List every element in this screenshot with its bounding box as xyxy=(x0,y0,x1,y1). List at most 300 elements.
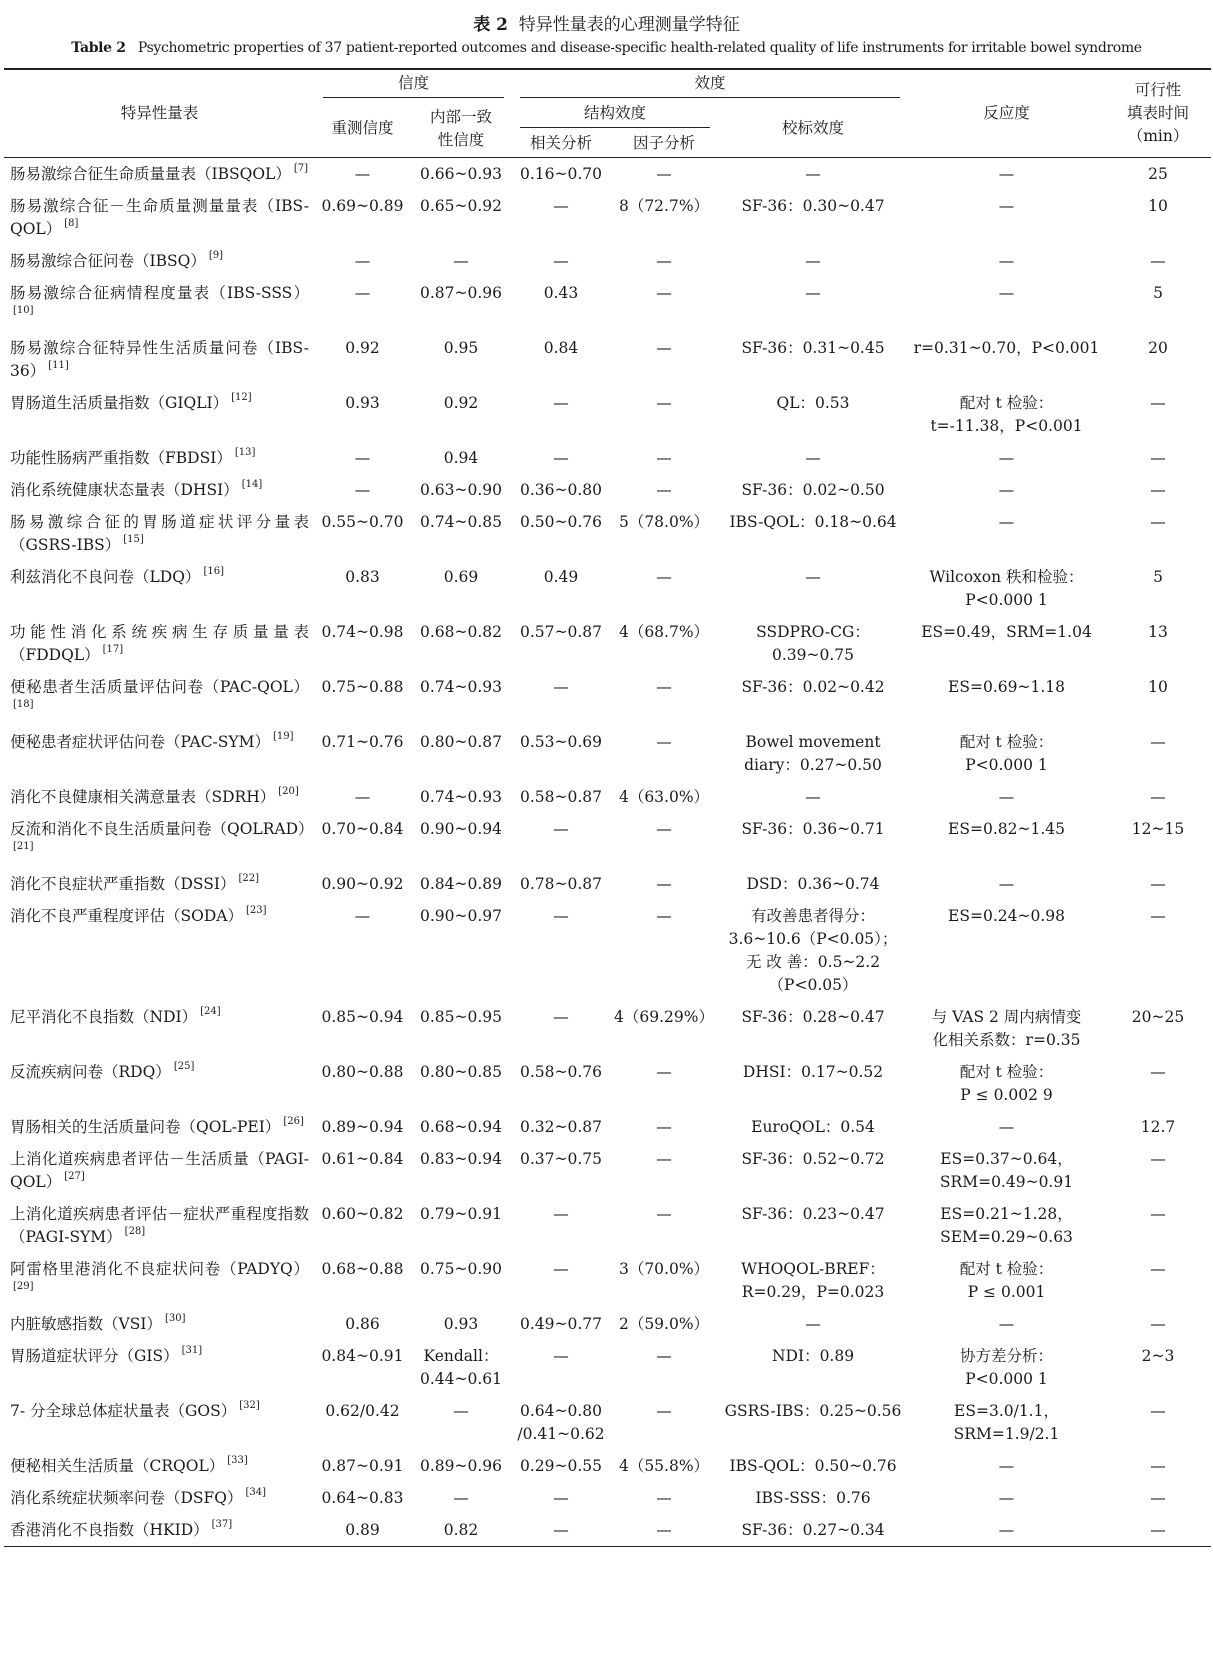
table-row xyxy=(4,561,1211,616)
retest-cell: 0.85~0.94 xyxy=(321,1008,404,1026)
scale-name: 反流和消化不良生活质量问卷（QOLRAD） xyxy=(10,820,314,838)
factor-cell: — xyxy=(656,165,672,183)
factor-cell: 8（72.7%） xyxy=(618,197,710,215)
table-row xyxy=(4,332,1211,387)
reference-citation: [34] xyxy=(245,1487,267,1498)
table-subtitle xyxy=(0,40,1213,56)
time-cell: — xyxy=(1150,481,1166,499)
table-row xyxy=(4,387,1211,442)
corr-cell: — xyxy=(553,907,569,925)
time-cell: — xyxy=(1150,907,1166,925)
internal-cell: 0.89~0.96 xyxy=(420,1457,503,1475)
scale-name: 便秘患者症状评估问卷（PAC-SYM） xyxy=(10,733,271,751)
response-cell: ES=0.21~1.28， SEM=0.29~0.63 xyxy=(940,1205,1073,1246)
table-row xyxy=(4,616,1211,671)
header-factor: 因子分析 xyxy=(610,130,718,158)
response-cell: 配对 t 检验： t=-11.38，P<0.001 xyxy=(930,394,1083,435)
response-cell: ES=0.24~0.98 xyxy=(948,907,1065,925)
reference-citation: [17] xyxy=(102,644,124,655)
criterion-cell: SF-36：0.28~0.47 xyxy=(741,1008,885,1026)
scale-name-cell xyxy=(4,1143,315,1198)
criterion-cell: SF-36：0.52~0.72 xyxy=(741,1150,885,1168)
criterion-cell: SSDPRO-CG： 0.39~0.75 xyxy=(756,623,870,664)
response-cell: — xyxy=(998,197,1015,215)
reference-citation: [18] xyxy=(13,699,34,710)
response-cell: 配对 t 检验： P ≤ 0.002 9 xyxy=(959,1063,1054,1104)
internal-cell: — xyxy=(453,252,469,270)
internal-cell: 0.94 xyxy=(443,449,479,467)
scale-name: 胃肠道生活质量指数（GIQLI） xyxy=(10,394,229,412)
corr-cell: — xyxy=(553,1489,569,1507)
factor-cell: 3（70.0%） xyxy=(618,1260,710,1278)
scale-name-cell xyxy=(4,781,315,813)
criterion-cell: SF-36：0.02~0.42 xyxy=(741,678,885,696)
reference-citation: [28] xyxy=(124,1226,146,1237)
response-cell: — xyxy=(998,165,1015,183)
criterion-cell: — xyxy=(805,568,821,586)
internal-cell: 0.74~0.93 xyxy=(420,788,503,806)
internal-cell: 0.84~0.89 xyxy=(420,875,503,893)
scale-name: 内脏敏感指数（VSI） xyxy=(10,1315,162,1333)
factor-cell: — xyxy=(656,568,672,586)
table-row xyxy=(4,1056,1211,1111)
scale-name: 反流疾病问卷（RDQ） xyxy=(10,1063,171,1081)
criterion-cell: — xyxy=(805,1315,821,1333)
table-title xyxy=(0,10,1213,35)
time-cell: — xyxy=(1150,1457,1166,1475)
table-row xyxy=(4,1514,1211,1547)
reference-citation: [32] xyxy=(239,1400,260,1411)
reference-citation: [12] xyxy=(231,392,252,403)
retest-cell: 0.74~0.98 xyxy=(321,623,404,641)
internal-cell: 0.83~0.94 xyxy=(420,1150,503,1168)
table-row xyxy=(4,1450,1211,1482)
scale-name-cell xyxy=(4,813,315,868)
retest-cell: 0.80~0.88 xyxy=(321,1063,404,1081)
time-cell: — xyxy=(1150,1205,1166,1223)
scale-name-cell xyxy=(4,1253,315,1308)
reference-citation: [23] xyxy=(245,905,267,916)
retest-cell: — xyxy=(354,788,371,806)
time-cell: 20~25 xyxy=(1131,1008,1185,1026)
corr-cell: — xyxy=(553,449,569,467)
reference-citation: [16] xyxy=(203,566,224,577)
table-row xyxy=(4,1308,1211,1340)
internal-cell: 0.87~0.96 xyxy=(420,284,503,302)
header-scale: 特异性量表 xyxy=(4,69,315,158)
time-cell: 2~3 xyxy=(1141,1347,1175,1365)
criterion-cell: DSD：0.36~0.74 xyxy=(746,875,880,893)
scale-name-cell xyxy=(4,1514,315,1547)
scale-name: 功能性消化系统疾病生存质量量表（FDDQL） xyxy=(10,623,309,664)
scale-name-cell xyxy=(4,726,315,781)
internal-cell: 0.85~0.95 xyxy=(420,1008,503,1026)
retest-cell: 0.83 xyxy=(345,568,380,586)
scale-name: 尼平消化不良指数（NDI） xyxy=(10,1008,198,1026)
response-cell: — xyxy=(998,788,1015,806)
table-label: 表 2 xyxy=(473,15,508,35)
scale-name: 消化系统症状频率问卷（DSFQ） xyxy=(10,1489,243,1507)
reference-citation: [14] xyxy=(241,479,263,490)
scale-name-cell xyxy=(4,1056,315,1111)
internal-cell: 0.69 xyxy=(443,568,479,586)
scale-name-cell xyxy=(4,616,315,671)
table-title-text: 特异性量表的心理测量学特征 xyxy=(518,15,740,35)
criterion-cell: DHSI：0.17~0.52 xyxy=(742,1063,884,1081)
retest-cell: 0.69~0.89 xyxy=(321,197,404,215)
time-cell: 5 xyxy=(1153,568,1163,586)
time-cell: 5 xyxy=(1153,284,1163,302)
retest-cell: 0.60~0.82 xyxy=(321,1205,404,1223)
corr-cell: 0.29~0.55 xyxy=(520,1457,603,1475)
time-cell: 13 xyxy=(1148,623,1168,641)
criterion-cell: — xyxy=(805,284,821,302)
table-row xyxy=(4,245,1211,277)
criterion-cell: EuroQOL：0.54 xyxy=(751,1118,875,1136)
criterion-cell: GSRS-IBS：0.25~0.56 xyxy=(724,1402,902,1420)
table-row xyxy=(4,671,1211,726)
factor-cell: — xyxy=(656,449,672,467)
factor-cell: — xyxy=(656,1347,672,1365)
internal-cell: 0.90~0.94 xyxy=(420,820,503,838)
internal-cell: 0.68~0.82 xyxy=(420,623,503,641)
reference-citation: [25] xyxy=(173,1061,195,1072)
factor-cell: 4（55.8%） xyxy=(618,1457,710,1475)
internal-cell: 0.82 xyxy=(410,1514,512,1547)
scale-name: 肠易激综合征病情程度量表（IBS-SSS） xyxy=(10,284,309,302)
criterion-cell: — xyxy=(805,449,821,467)
response-cell: — xyxy=(908,1514,1105,1547)
scale-name: 消化系统健康状态量表（DHSI） xyxy=(10,481,239,499)
retest-cell: — xyxy=(354,481,371,499)
scale-name-cell xyxy=(4,900,315,1001)
factor-cell: — xyxy=(656,394,672,412)
scale-name-cell xyxy=(4,1450,315,1482)
response-cell: ES=0.49，SRM=1.04 xyxy=(921,623,1092,641)
time-cell: 10 xyxy=(1148,197,1168,215)
response-cell: — xyxy=(998,1118,1015,1136)
time-cell: — xyxy=(1150,1260,1166,1278)
retest-cell: 0.92 xyxy=(345,339,380,357)
scale-name-cell xyxy=(4,277,315,332)
factor-cell: — xyxy=(656,1150,672,1168)
retest-cell: 0.62/0.42 xyxy=(325,1402,400,1420)
factor-cell: 4（63.0%） xyxy=(618,788,710,806)
psychometric-table xyxy=(4,68,1211,1547)
table-row xyxy=(4,190,1211,245)
criterion-cell: — xyxy=(805,165,821,183)
time-cell: 25 xyxy=(1148,165,1168,183)
internal-cell: 0.80~0.85 xyxy=(420,1063,503,1081)
time-cell: — xyxy=(1105,1514,1211,1547)
retest-cell: 0.89 xyxy=(315,1514,410,1547)
time-cell: — xyxy=(1150,1402,1166,1420)
internal-cell: 0.74~0.93 xyxy=(420,678,503,696)
reference-citation: [22] xyxy=(238,873,260,884)
table-row xyxy=(4,158,1211,191)
scale-name: 胃肠道症状评分（GIS） xyxy=(10,1347,179,1365)
scale-name: 上消化道疾病患者评估－生活质量（PAGI-QOL） xyxy=(10,1150,309,1191)
response-cell: — xyxy=(998,875,1015,893)
scale-name-cell xyxy=(4,387,315,442)
response-cell: — xyxy=(998,1315,1015,1333)
response-cell: ES=0.69~1.18 xyxy=(948,678,1065,696)
corr-cell: 0.58~0.76 xyxy=(520,1063,603,1081)
scale-name-cell xyxy=(4,474,315,506)
corr-cell: 0.84 xyxy=(543,339,579,357)
corr-cell: 0.58~0.87 xyxy=(520,788,603,806)
criterion-cell: SF-36：0.27~0.34 xyxy=(718,1514,908,1547)
scale-name: 肠易激综合征生命质量量表（IBSQOL） xyxy=(10,165,291,183)
scale-name-cell xyxy=(4,1482,315,1514)
internal-cell: — xyxy=(453,1489,469,1507)
criterion-cell: Bowel movement diary：0.27~0.50 xyxy=(744,733,882,774)
corr-cell: — xyxy=(553,197,569,215)
internal-cell: Kendall： 0.44~0.61 xyxy=(420,1347,503,1388)
reference-citation: [33] xyxy=(227,1455,248,1466)
reference-citation: [20] xyxy=(278,786,299,797)
retest-cell: 0.70~0.84 xyxy=(321,820,404,838)
corr-cell: — xyxy=(512,1514,610,1547)
corr-cell: 0.57~0.87 xyxy=(520,623,603,641)
factor-cell: — xyxy=(610,1514,718,1547)
table-row xyxy=(4,442,1211,474)
time-cell: 12~15 xyxy=(1131,820,1185,838)
corr-cell: 0.32~0.87 xyxy=(520,1118,603,1136)
time-cell: — xyxy=(1150,788,1166,806)
header-construct: 结构效度 xyxy=(512,100,718,130)
reference-citation: [21] xyxy=(13,841,34,852)
criterion-cell: NDI：0.89 xyxy=(771,1347,855,1365)
corr-cell: — xyxy=(553,1205,569,1223)
table-row xyxy=(4,900,1211,1001)
corr-cell: — xyxy=(553,678,569,696)
scale-name: 7- 分全球总体症状量表（GOS） xyxy=(10,1402,237,1420)
header-internal: 内部一致 性信度 xyxy=(410,100,512,158)
scale-name: 肠易激综合征－生命质量测量量表（IBS-QOL） xyxy=(10,197,309,238)
retest-cell: — xyxy=(354,165,371,183)
response-cell: — xyxy=(998,513,1015,531)
criterion-cell: — xyxy=(805,788,821,806)
corr-cell: 0.49 xyxy=(543,568,579,586)
corr-cell: 0.43 xyxy=(543,284,579,302)
corr-cell: — xyxy=(553,1008,569,1026)
scale-name: 肠易激综合征问卷（IBSQ） xyxy=(10,252,206,270)
header-reliability: 信度 xyxy=(315,69,512,100)
factor-cell: 4（68.7%） xyxy=(618,623,710,641)
factor-cell: — xyxy=(656,252,672,270)
retest-cell: 0.90~0.92 xyxy=(321,875,404,893)
scale-name: 胃肠相关的生活质量问卷（QOL-PEI） xyxy=(10,1118,281,1136)
scale-name-cell xyxy=(4,442,315,474)
internal-cell: 0.79~0.91 xyxy=(420,1205,503,1223)
scale-name-cell xyxy=(4,1198,315,1253)
corr-cell: 0.53~0.69 xyxy=(520,733,603,751)
reference-citation: [27] xyxy=(64,1171,85,1182)
corr-cell: 0.16~0.70 xyxy=(520,165,603,183)
factor-cell: — xyxy=(656,678,672,696)
response-cell: 配对 t 检验： P<0.000 1 xyxy=(959,733,1054,774)
internal-cell: 0.75~0.90 xyxy=(420,1260,503,1278)
reference-citation: [10] xyxy=(13,305,34,316)
criterion-cell: 有改善患者得分： 3.6~10.6（P<0.05）； 无 改 善：0.5~2.2 （P<0.05） xyxy=(728,907,898,994)
internal-cell: 0.95 xyxy=(443,339,479,357)
time-cell: — xyxy=(1150,733,1166,751)
criterion-cell: SF-36：0.23~0.47 xyxy=(741,1205,885,1223)
time-cell: 10 xyxy=(1148,678,1168,696)
internal-cell: 0.90~0.97 xyxy=(420,907,503,925)
response-cell: 协方差分析： P<0.000 1 xyxy=(960,1347,1054,1388)
corr-cell: — xyxy=(553,252,569,270)
header-retest: 重测信度 xyxy=(315,100,410,158)
criterion-cell: IBS-SSS：0.76 xyxy=(755,1489,871,1507)
scale-name-cell xyxy=(4,1111,315,1143)
header-correlation: 相关分析 xyxy=(512,130,610,158)
factor-cell: — xyxy=(656,339,672,357)
response-cell: r=0.31~0.70，P<0.001 xyxy=(913,339,1100,357)
factor-cell: 2（59.0%） xyxy=(618,1315,710,1333)
scale-name-cell xyxy=(4,1340,315,1395)
scale-name-cell xyxy=(4,561,315,616)
reference-citation: [7] xyxy=(293,163,309,174)
retest-cell: 0.89~0.94 xyxy=(321,1118,404,1136)
corr-cell: 0.50~0.76 xyxy=(520,513,603,531)
retest-cell: 0.93 xyxy=(345,394,380,412)
corr-cell: — xyxy=(553,1347,569,1365)
response-cell: 配对 t 检验： P ≤ 0.001 xyxy=(959,1260,1054,1301)
corr-cell: — xyxy=(553,394,569,412)
header-validity: 效度 xyxy=(512,69,908,100)
scale-name: 消化不良严重程度评估（SODA） xyxy=(10,907,243,925)
retest-cell: 0.86 xyxy=(345,1315,380,1333)
criterion-cell: IBS-QOL：0.18~0.64 xyxy=(729,513,897,531)
internal-cell: 0.74~0.85 xyxy=(420,513,503,531)
factor-cell: 5（78.0%） xyxy=(618,513,710,531)
time-cell: 20 xyxy=(1148,339,1168,357)
reference-citation: [29] xyxy=(13,1281,34,1292)
factor-cell: — xyxy=(656,1063,672,1081)
time-cell: — xyxy=(1150,1489,1166,1507)
time-cell: — xyxy=(1150,449,1166,467)
corr-cell: 0.64~0.80 /0.41~0.62 xyxy=(517,1402,605,1443)
criterion-cell: SF-36：0.30~0.47 xyxy=(741,197,885,215)
factor-cell: — xyxy=(656,907,672,925)
scale-name: 功能性肠病严重指数（FBDSI） xyxy=(10,449,232,467)
table-row xyxy=(4,1001,1211,1056)
retest-cell: 0.55~0.70 xyxy=(321,513,404,531)
scale-name: 消化不良健康相关满意量表（SDRH） xyxy=(10,788,276,806)
reference-citation: [26] xyxy=(283,1116,304,1127)
table-subtitle-text: Psychometric properties of 37 patient-reported outcomes and disease-specific health-related quality of life instruments for irritable bowel syndrome xyxy=(137,40,1142,56)
retest-cell: — xyxy=(354,252,371,270)
factor-cell: — xyxy=(656,1489,672,1507)
scale-name: 便秘相关生活质量（CRQOL） xyxy=(10,1457,225,1475)
factor-cell: — xyxy=(656,1402,672,1420)
time-cell: — xyxy=(1150,252,1166,270)
response-cell: — xyxy=(998,449,1015,467)
internal-cell: 0.66~0.93 xyxy=(420,165,503,183)
reference-citation: [37] xyxy=(211,1519,233,1530)
retest-cell: 0.84~0.91 xyxy=(321,1347,404,1365)
retest-cell: 0.87~0.91 xyxy=(321,1457,404,1475)
internal-cell: 0.93 xyxy=(443,1315,479,1333)
scale-name-cell xyxy=(4,1001,315,1056)
criterion-cell: SF-36：0.02~0.50 xyxy=(741,481,885,499)
scale-name-cell xyxy=(4,671,315,726)
table-row xyxy=(4,868,1211,900)
criterion-cell: — xyxy=(805,252,821,270)
response-cell: — xyxy=(998,284,1015,302)
response-cell: ES=0.37~0.64， SRM=0.49~0.91 xyxy=(939,1150,1074,1191)
reference-citation: [24] xyxy=(200,1006,221,1017)
table-row xyxy=(4,1253,1211,1308)
scale-name-cell xyxy=(4,245,315,277)
scale-name: 便秘患者生活质量评估问卷（PAC-QOL） xyxy=(10,678,309,696)
corr-cell: 0.78~0.87 xyxy=(520,875,603,893)
corr-cell: 0.37~0.75 xyxy=(520,1150,603,1168)
scale-name: 利兹消化不良问卷（LDQ） xyxy=(10,568,201,586)
time-cell: — xyxy=(1150,875,1166,893)
factor-cell: — xyxy=(656,820,672,838)
retest-cell: — xyxy=(354,907,371,925)
table-row xyxy=(4,1143,1211,1198)
internal-cell: 0.65~0.92 xyxy=(420,197,503,215)
retest-cell: 0.75~0.88 xyxy=(321,678,404,696)
header-feasibility: 可行性 填表时间 （min） xyxy=(1105,69,1211,158)
scale-name-cell xyxy=(4,1308,315,1340)
scale-name-cell xyxy=(4,1395,315,1450)
scale-name-cell xyxy=(4,158,315,191)
retest-cell: 0.61~0.84 xyxy=(321,1150,404,1168)
time-cell: — xyxy=(1150,1315,1166,1333)
table-row xyxy=(4,474,1211,506)
factor-cell: — xyxy=(656,733,672,751)
reference-citation: [8] xyxy=(64,218,79,229)
scale-name: 上消化道疾病患者评估－症状严重程度指数（PAGI-SYM） xyxy=(10,1205,309,1246)
scale-name-cell xyxy=(4,868,315,900)
internal-cell: 0.63~0.90 xyxy=(420,481,503,499)
criterion-cell: SF-36：0.31~0.45 xyxy=(741,339,885,357)
factor-cell: — xyxy=(656,1118,672,1136)
criterion-cell: SF-36：0.36~0.71 xyxy=(741,820,885,838)
factor-cell: — xyxy=(656,875,672,893)
time-cell: — xyxy=(1150,1063,1166,1081)
scale-name: 肠易激综合征特异性生活质量问卷（IBS-36） xyxy=(10,339,309,380)
time-cell: — xyxy=(1150,513,1166,531)
response-cell: 与 VAS 2 周内病情变 化相关系数：r=0.35 xyxy=(931,1008,1082,1049)
criterion-cell: QL：0.53 xyxy=(776,394,850,412)
criterion-cell: IBS-QOL：0.50~0.76 xyxy=(729,1457,897,1475)
reference-citation: [11] xyxy=(48,360,69,371)
response-cell: Wilcoxon 秩和检验： P<0.000 1 xyxy=(929,568,1084,609)
retest-cell: — xyxy=(354,284,371,302)
response-cell: — xyxy=(998,1489,1015,1507)
retest-cell: 0.68~0.88 xyxy=(321,1260,404,1278)
table-row xyxy=(4,1111,1211,1143)
response-cell: ES=0.82~1.45 xyxy=(948,820,1065,838)
response-cell: — xyxy=(998,1457,1015,1475)
table-row xyxy=(4,1395,1211,1450)
retest-cell: 0.71~0.76 xyxy=(321,733,404,751)
factor-cell: 4（69.29%） xyxy=(614,1008,714,1026)
header-responsiveness: 反应度 xyxy=(908,69,1105,158)
scale-name-cell xyxy=(4,332,315,387)
factor-cell: — xyxy=(656,1205,672,1223)
scale-name-cell xyxy=(4,190,315,245)
criterion-cell: WHOQOL-BREF： R=0.29，P=0.023 xyxy=(741,1260,885,1301)
time-cell: 12.7 xyxy=(1140,1118,1176,1136)
scale-name: 香港消化不良指数（HKID） xyxy=(10,1521,209,1539)
